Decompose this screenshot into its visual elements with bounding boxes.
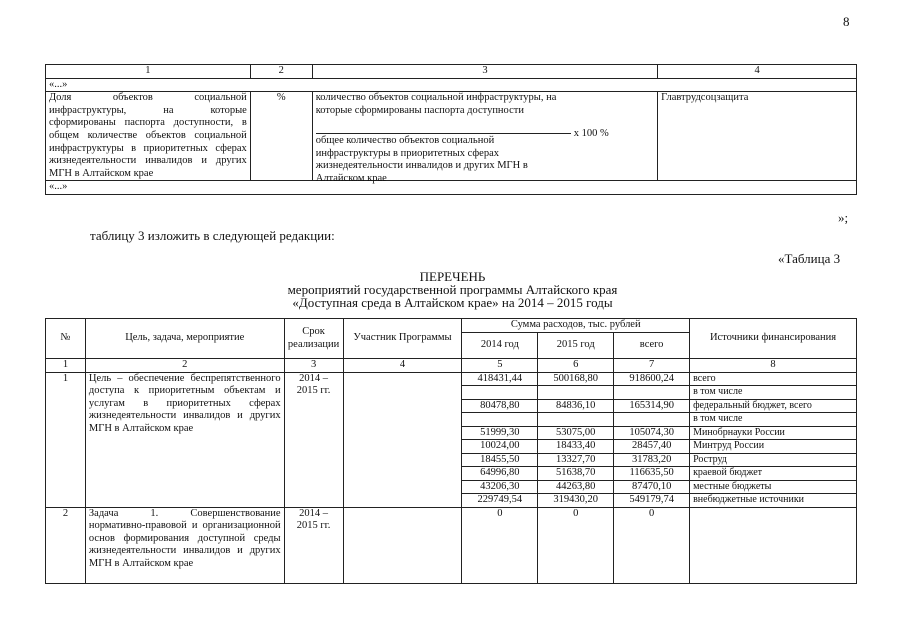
row1-line-2014: 43206,30 — [462, 480, 538, 494]
formula-denominator: общее количество объектов социальной инфраструктуры в приоритетных сферах жизнедеятельности инвалидов и других МГН в Алтайском крае — [315, 135, 528, 184]
row1-line-total: 918600,24 — [614, 372, 690, 386]
row1-line-2015: 84836,10 — [538, 399, 614, 413]
row1-participant — [343, 372, 462, 507]
row1-line-total: 165314,90 — [614, 399, 690, 413]
instruction-text: таблицу 3 изложить в следующей редакции: — [90, 228, 335, 243]
row1-line-source: в том числе — [690, 413, 857, 427]
header-term: Срок реализации — [284, 319, 343, 359]
row1-line-total: 28457,40 — [614, 440, 690, 454]
header-2015: 2015 год — [538, 333, 614, 359]
col-header-2: 2 — [250, 65, 312, 79]
header-participant: Участник Программы — [343, 319, 462, 359]
row1-line-source: Минобрнауки России — [690, 426, 857, 440]
row1-line-2015: 13327,70 — [538, 453, 614, 467]
col-number-1: 1 — [46, 359, 86, 373]
indicator-name: Доля объектов социальной инфраструктуры, на которые сформированы паспорта доступности, в общем количестве объектов социальной инфраструктуры в приоритетных сферах жизнедеятельности инвалидов и других МГН в Алтайском крае — [46, 92, 251, 181]
row1-line-2014: 418431,44 — [462, 372, 538, 386]
row1-line-total: 549179,74 — [614, 494, 690, 508]
row1-line-2015: 53075,00 — [538, 426, 614, 440]
header-number: № — [46, 319, 86, 359]
col-number-3: 3 — [284, 359, 343, 373]
title-line-2: мероприятий государственной программы Алтайского края — [287, 282, 618, 297]
row1-line-2014: 229749,54 — [462, 494, 538, 508]
row2-term: 2014 – 2015 гг. — [284, 507, 343, 583]
row1-line-total: 116635,50 — [614, 467, 690, 481]
formula-multiplier: x 100 % — [573, 128, 609, 140]
header-sum: Сумма расходов, тыс. рублей — [462, 319, 690, 333]
row1-line-2015: 319430,20 — [538, 494, 614, 508]
row1-line-2014: 10024,00 — [462, 440, 538, 454]
row1-number: 1 — [46, 372, 86, 507]
fraction-line — [316, 133, 571, 134]
row1-line-source: внебюджетные источники — [690, 494, 857, 508]
row1-line-2015: 44263,80 — [538, 480, 614, 494]
row1-line-source: в том числе — [690, 386, 857, 400]
table-label: «Таблица 3 — [778, 251, 841, 266]
col-number-6: 6 — [538, 359, 614, 373]
row2-goal: Задача 1. Совершенствование нормативно-правовой и организационной основ формирования доступной среды жизнедеятельности инвалидов и других МГН в Алтайском крае — [85, 507, 284, 583]
closing-quote: »; — [838, 210, 849, 225]
indicator-unit: % — [250, 92, 312, 181]
header-total: всего — [614, 333, 690, 359]
col-header-1: 1 — [46, 65, 251, 79]
row1-line-2015: 18433,40 — [538, 440, 614, 454]
row2-source — [690, 507, 857, 583]
row1-line-source: всего — [690, 372, 857, 386]
row1-line-2014: 64996,80 — [462, 467, 538, 481]
program-measures-table — [45, 318, 857, 584]
formula-numerator: количество объектов социальной инфраструктуры, на которые сформированы паспорта доступности — [315, 92, 557, 116]
row1-line-source: федеральный бюджет, всего — [690, 399, 857, 413]
amendment-table — [45, 64, 857, 195]
row1-line-2015: 51638,70 — [538, 467, 614, 481]
col-number-4: 4 — [343, 359, 462, 373]
row1-line-source: Минтруд России — [690, 440, 857, 454]
row1-line-total — [614, 413, 690, 427]
row1-line-2015 — [538, 413, 614, 427]
row1-line-2015: 500168,80 — [538, 372, 614, 386]
col-number-8: 8 — [690, 359, 857, 373]
row1-line-total: 31783,20 — [614, 453, 690, 467]
header-sources: Источники финансирования — [690, 319, 857, 359]
row2-2014: 0 — [462, 507, 538, 583]
row1-line-total: 87470,10 — [614, 480, 690, 494]
col-number-7: 7 — [614, 359, 690, 373]
col-number-2: 2 — [85, 359, 284, 373]
ellipsis-bottom: «...» — [46, 181, 857, 195]
row1-line-2014: 80478,80 — [462, 399, 538, 413]
row1-line-source: краевой бюджет — [690, 467, 857, 481]
row2-2015: 0 — [538, 507, 614, 583]
title-line-1: ПЕРЕЧЕНЬ — [419, 269, 486, 284]
row1-goal: Цель – обеспечение беспрепятственного доступа к приоритетным объектам и услугам в приоритетных сферах жизнедеятельности инвалидов и других МГН в Алтайском крае — [85, 372, 284, 507]
title-line-3: «Доступная среда в Алтайском крае» на 2014 – 2015 годы — [292, 295, 613, 310]
row1-line-source: Роструд — [690, 453, 857, 467]
col-header-3: 3 — [312, 65, 657, 79]
header-2014: 2014 год — [462, 333, 538, 359]
row1-line-2014: 51999,30 — [462, 426, 538, 440]
row1-line-2015 — [538, 386, 614, 400]
col-header-4: 4 — [658, 65, 857, 79]
row1-line-2014: 18455,50 — [462, 453, 538, 467]
col-number-5: 5 — [462, 359, 538, 373]
ellipsis-top: «...» — [46, 78, 857, 92]
row2-number: 2 — [46, 507, 86, 583]
row1-line-total — [614, 386, 690, 400]
row2-total: 0 — [614, 507, 690, 583]
row1-line-total: 105074,30 — [614, 426, 690, 440]
executor: Главтрудсоцзащита — [658, 92, 857, 181]
header-goal: Цель, задача, мероприятие — [85, 319, 284, 359]
row2-participant — [343, 507, 462, 583]
row1-term: 2014 – 2015 гг. — [284, 372, 343, 507]
row1-line-2014 — [462, 386, 538, 400]
row1-line-source: местные бюджеты — [690, 480, 857, 494]
page-number: 8 — [843, 14, 850, 29]
row1-line-2014 — [462, 413, 538, 427]
formula-cell — [312, 92, 657, 184]
